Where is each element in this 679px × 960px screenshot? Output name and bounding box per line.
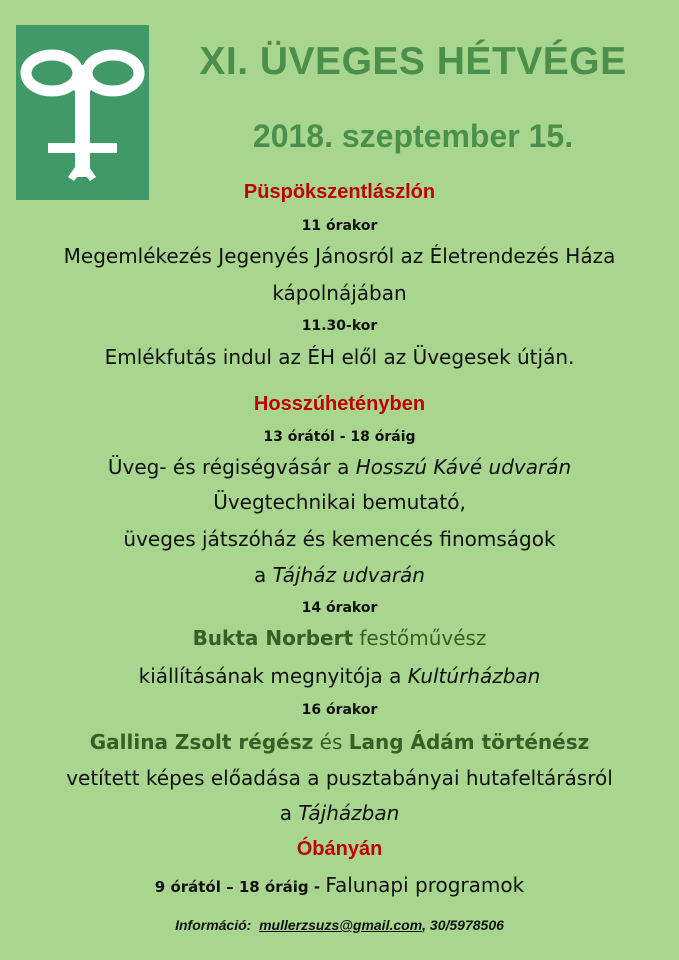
program-line: üveges játszóház és kemencés finomságok [123, 527, 556, 551]
program-line [0, 664, 679, 688]
time-label: 16 órakor [301, 702, 378, 718]
venue-text: Tájház udvarán [272, 563, 425, 587]
info-label: Információ: [175, 917, 252, 933]
place-heading-hosszuheteny: Hosszúhetényben [253, 393, 426, 415]
program-text: a [279, 801, 299, 825]
program-line: Üvegtechnikai bemutató, [213, 490, 466, 514]
speaker-name: Lang Ádám történész [348, 730, 590, 754]
program-text: kiállításának megnyitója a [138, 664, 408, 688]
place-heading-obanya: Óbányán [296, 838, 383, 860]
speaker-name: Gallina Zsolt régész [89, 730, 314, 754]
place-heading-puspokszentlaszlo: Püspökszentlászlón [243, 181, 436, 203]
event-date: 2018. szeptember 15. [252, 118, 574, 154]
ribbon-bow-icon [16, 25, 149, 200]
venue-text: Hosszú Kávé udvarán [355, 455, 572, 479]
time-label: 11 órakor [301, 218, 378, 234]
venue-text: Kultúrházban [407, 664, 541, 688]
speaker-name: Bukta Norbert [192, 626, 354, 650]
program-text: a [254, 563, 273, 587]
venue-text: Tájházban [298, 801, 400, 825]
program-text: Üveg- és régiségvásár a [107, 455, 356, 479]
program-line [0, 801, 679, 825]
event-title: XI. ÜVEGES HÉTVÉGE [199, 40, 627, 83]
program-line [0, 563, 679, 587]
time-label: 9 órától – 18 óráig [154, 878, 309, 896]
time-label: 14 órakor [301, 600, 378, 616]
program-line: kápolnájában [272, 281, 407, 305]
email-link[interactable]: mullerzsuzs@gmail.com [259, 917, 423, 933]
program-line: Emlékfutás indul az ÉH elől az Üvegesek útján. [104, 345, 575, 369]
separator: - [308, 878, 326, 896]
program-line [0, 873, 679, 897]
phone-number: , 30/5978506 [422, 917, 504, 933]
speaker-line [0, 626, 679, 650]
program-line: Megemlékezés Jegenyés Jánosról az Életrendezés Háza [63, 244, 616, 268]
program-line: vetített képes előadása a pusztabányai hutafeltárásról [66, 766, 613, 790]
program-text: Falunapi programok [325, 873, 525, 897]
time-label: 13 órától - 18 óráig [263, 429, 416, 445]
contact-info [0, 917, 679, 933]
speaker-conjunction: és [313, 730, 349, 754]
speaker-line [0, 730, 679, 754]
program-line [0, 455, 679, 479]
logo [16, 25, 149, 200]
speaker-role: festőművész [353, 626, 487, 650]
time-label: 11.30-kor [301, 318, 378, 334]
